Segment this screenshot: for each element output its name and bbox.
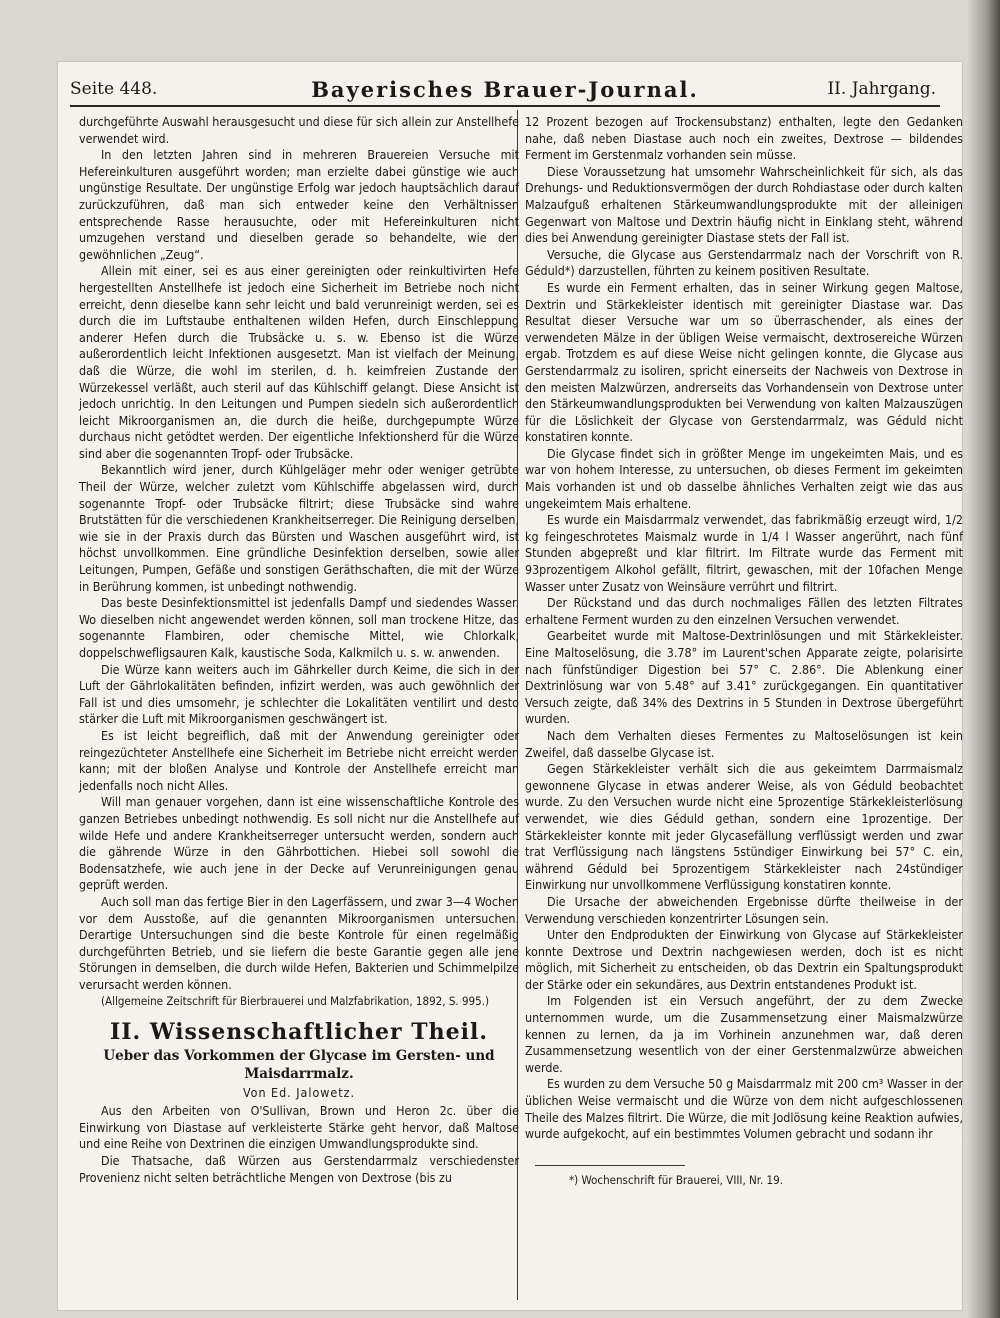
paragraph: Versuche, die Glycase aus Gerstendarrmalz nach der Vorschrift von R. Géduld*) darzustellen, führten zu keinem positiven Resultate.: [525, 246, 963, 279]
paragraph: Es wurde ein Maisdarrmalz verwendet, das fabrikmäßig erzeugt wird, 1/2 kg feingeschrotetes Maismalz wurde in 1/4 l Wasser angerührt, nach fünf Stunden abgepreßt und klar filtrirt. Im Filtrate wurde das Ferment mit 93prozentigem Alkohol gefällt, filtrirt, gewaschen, mit der 10fachen Menge Wasser unter Zusatz von Weinsäure verrührt und filtrirt.: [525, 512, 963, 594]
paragraph: Im Folgenden ist ein Versuch angeführt, der zu dem Zwecke unternommen wurde, um die Zusammensetzung einer Maismalzwürze kennen zu lernen, da ja im Vorhinein anzunehmen war, daß deren Zusammensetzung wesentlich von der einer Gerstenmalzwürze abweichen werde.: [525, 993, 963, 1075]
article-title: Ueber das Vorkommen der Glycase im Gersten- und Maisdarrmalz.: [103, 1047, 495, 1082]
paragraph: Die Würze kann weiters auch im Gährkeller durch Keime, die sich in der Luft der Gährlokalitäten befinden, infizirt werden, was auch gewöhnlich der Fall ist und dies umsomehr, je schlechter die Lokalitäten ventilirt und desto stärker die Luft mit Mikroorganismen geschwängert ist.: [79, 661, 519, 727]
paragraph: Aus den Arbeiten von O'Sullivan, Brown und Heron 2c. über die Einwirkung von Diastase auf verkleisterte Stärke geht hervor, daß Maltose und eine Reihe von Dextrinen die einzigen Umwandlungsprodukte sind.: [79, 1103, 519, 1152]
paragraph: Gegen Stärkekleister verhält sich die aus gekeimtem Darrmaismalz gewonnene Glycase in etwas anderer Weise, als von Géduld beobachtet wurde. Zu den Versuchen wurde nicht eine 5prozentige Stärkekleisterlösung verwendet, wie dies Géduld gethan, sondern eine 1prozentige. Der Stärkekleister konnte mit jeder Glycasefällung verflüssigt werden und zwar trat Verflüssigung nach längstens 5stündiger Einwirkung bei 57° C. ein, während Géduld bei 5prozentigem Stärkekleister nach 24stündiger Einwirkung nur unvollkommene Verflüssigung konstatiren konnte.: [525, 761, 963, 893]
journal-title: Bayerisches Brauer-Journal.: [311, 77, 699, 102]
book-edge: [966, 0, 1000, 1318]
paragraph: Es ist leicht begreiflich, daß mit der Anwendung gereinigter oder reingezüchteter Anstellhefe eine Sicherheit im Betriebe nicht erreicht werden kann; mit der bloßen Analyse und Kontrole der Anstellhefe erreicht man jedenfalls noch nicht Alles.: [79, 727, 519, 793]
paragraph: Nach dem Verhalten dieses Fermentes zu Maltoselösungen ist kein Zweifel, daß dasselbe Glycase ist.: [525, 727, 963, 760]
source-citation: (Allgemeine Zeitschrift für Bierbrauerei und Malzfabrikation, 1892, S. 995.): [101, 994, 490, 1009]
paragraph: Das beste Desinfektionsmittel ist jedenfalls Dampf und siedendes Wasser. Wo dieselben nicht angewendet werden können, soll man trockene Hitze, das sogenannte Flambiren, oder chemische Mittel, wie Chlorkalk, doppelschwefligsauren Kalk, kaustische Soda, Kalkmilch u. s. w. anwenden.: [79, 595, 519, 660]
paragraph: Auch soll man das fertige Bier in den Lagerfässern, und zwar 3—4 Wochen vor dem Ausstoße, auf die genannten Mikroorganismen untersuchen. Derartige Untersuchungen sind die beste Kontrole für einen regelmäßig durchgeführten Betrieb, und sie liefern die beste Garantie gegen alle jene Störungen in demselben, die durch wilde Hefen, Bakterien und Schimmelpilze verursacht werden können.: [79, 893, 519, 992]
right-column: [525, 114, 963, 1188]
paragraph: Die Thatsache, daß Würzen aus Gerstendarrmalz verschiedenster Provenienz nicht selten beträchtliche Mengen von Dextrose (bis zu: [79, 1153, 519, 1185]
masthead: [70, 75, 940, 107]
volume-label: II. Jahrgang.: [827, 79, 936, 99]
paragraph: Es wurde ein Ferment erhalten, das in seiner Wirkung gegen Maltose, Dextrin und Stärkekleister identisch mit gereinigter Diastase war. Das Resultat dieser Versuche war um so überraschender, als eines der verwendeten Mälze in der übligen Weise vermaischt, dextrosereiche Würzen ergab. Trotzdem es auf diese Weise nicht gelingen konnte, die Glycase aus Gerstendarrmalz zu isoliren, spricht einerseits der Nachweis von Dextrose in den meisten Malzwürzen, andrerseits das Vorhandensein von Dextrose unter den Stärkeumwandlungsprodukten bei Verwendung von kalten Malzauszügen für die Löslichkeit der Glycase von Gerstendarrmalz, was Géduld nicht konstatiren konnte.: [525, 279, 963, 445]
page-number: Seite 448.: [70, 79, 158, 99]
paragraph: Bekanntlich wird jener, durch Kühlgeläger mehr oder weniger getrübte Theil der Würze, welcher zuletzt vom Kühlschiffe abgelassen wird, durch sogenannte Tropf- oder Trubsäcke filtrirt; diese Trubsäcke sind wahre Brutstätten für die verschiedenen Krankheitserreger. Die Reinigung derselben, wie sie in der Praxis durch das Bürsten und Waschen ausgeführt wird, ist höchst unvollkommen. Eine gründliche Desinfektion derselben, sowie aller Leitungen, Pumpen, Gefäße und sonstigen Geräthschaften, die mit der Würze in Berührung kommen, ist unbedingt nothwendig.: [79, 462, 519, 594]
paragraph: Der Rückstand und das durch nochmaliges Fällen des letzten Filtrates erhaltene Ferment wurden zu den einzelnen Versuchen verwendet.: [525, 595, 963, 627]
article-byline: Von Ed. Jalowetz.: [242, 1084, 356, 1100]
section-heading: II. Wissenschaftlicher Theil.: [109, 1019, 489, 1046]
paragraph: Diese Voraussetzung hat umsomehr Wahrscheinlichkeit für sich, als das Drehungs- und Reduktionsvermögen der durch Rohdiastase oder durch kalten Malzaufguß erhaltenen Stärkeumwandlungsprodukte mit der alleinigen Gegenwart von Maltose und Dextrin häufig nicht in Einklang steht, während dies bei Anwendung gereinigter Diastase stets der Fall ist.: [525, 163, 963, 246]
paragraph: durchgeführte Auswahl herausgesucht und diese für sich allein zur Anstellhefe verwendet wird.: [79, 114, 519, 146]
paragraph: 12 Prozent bezogen auf Trockensubstanz) enthalten, legte den Gedanken nahe, daß neben Diastase auch noch ein zweites, Dextrose — bildendes Ferment im Gerstenmalz vorhanden sein müsse.: [525, 114, 963, 163]
paragraph: Allein mit einer, sei es aus einer gereinigten oder reinkultivirten Hefe hergestellten Anstellhefe ist jedoch eine Sicherheit im Betriebe noch nicht erreicht, denn dieselbe kann sehr leicht und bald verunreinigt werden, sei es durch die im Luftstaube enthaltenen wilden Hefen, durch Einschleppung anderer Hefen durch die Trubsäcke u. s. w. Ebenso ist die Würze außerordentlich leicht Infektionen ausgesetzt. Man ist vielfach der Meinung, daß die Würze, die wohl im sterilen, d. h. keimfreien Zustande den Würzekessel verläßt, auch steril auf das Kühlschiff gelangt. Diese Ansicht ist jedoch unrichtig. In den Leitungen und Pumpen siedeln sich außerordentlich leicht Mikroorganismen an, die durch die heiße, durchgepumpte Würze durchaus nicht getödtet werden. Der eigentliche Infektionsherd für die Würze sind aber die sogenannten Tropf- oder Trubsäcke.: [79, 263, 519, 461]
paragraph: Gearbeitet wurde mit Maltose-Dextrinlösungen und mit Stärkekleister. Eine Maltoselösung, die 3.78° im Laurent'schen Apparate zeigte, polarisirte nach fünfstündiger Digestion bei 57° C. 2.86°. Die Ablenkung einer Dextrinlösung war von 5.48° auf 3.41° zurückgegangen. Ein quantitativer Versuch zeigte, daß 34% des Dextrins in 5 Stunden in Dextrose übergeführt wurden.: [525, 628, 963, 727]
paragraph: Die Glycase findet sich in größter Menge im ungekeimten Mais, und es war von hohem Interesse, zu untersuchen, ob dieses Ferment im gekeimten Mais vorhanden ist und ob dasselbe ähnliches Verhalten zeigt wie das aus ungekeimtem Mais erhaltene.: [525, 445, 963, 511]
paragraph: Es wurden zu dem Versuche 50 g Maisdarrmalz mit 200 cm³ Wasser in der üblichen Weise vermaischt und die Würze von dem nicht aufgeschlossenen Theile des Malzes filtrirt. Die Würze, die mit Jodlösung keine Reaktion aufwies, wurde aufgekocht, auf ein bestimmtes Volumen gebracht und sodann ihr: [525, 1076, 963, 1142]
paragraph: Unter den Endprodukten der Einwirkung von Glycase auf Stärkekleister konnte Dextrose und Dextrin nachgewiesen werden, doch ist es nicht möglich, mit Sicherheit zu entscheiden, ob das Dextrin ein Spaltungsprodukt der Stärke oder ein sekundäres, aus Dextrin entstandenes Produkt ist.: [525, 927, 963, 992]
footnote-divider: [535, 1165, 685, 1166]
left-column: [79, 114, 519, 1186]
footnote: *) Wochenschrift für Brauerei, VIII, Nr. 19.: [569, 1172, 783, 1187]
paragraph: In den letzten Jahren sind in mehreren Brauereien Versuche mit Hefereinkulturen ausgeführt worden; man erzielte dabei günstige wie auch ungünstige Resultate. Der ungünstige Erfolg war jedoch hauptsächlich darauf zurückzuführen, daß man sich entweder keine den Verhältnissen entsprechende Rasse herausuchte, oder mit Hefereinkulturen nicht umzugehen verstand und dieselben gerade so behandelte, wie den gewöhnlichen „Zeug“.: [79, 147, 519, 262]
paragraph: Die Ursache der abweichenden Ergebnisse dürfte theilweise in der Verwendung verschieden konzentrirter Lösungen sein.: [525, 893, 963, 926]
paragraph: Will man genauer vorgehen, dann ist eine wissenschaftliche Kontrole des ganzen Betriebes unbedingt nothwendig. Es soll nicht nur die Anstellhefe auf wilde Hefe und andere Krankheitserreger untersucht werden, sondern auch die gährende Würze in den Gährbottichen. Hiebei soll sowohl die Bodensatzhefe, wie auch jene in der Decke auf Verunreinigungen genau geprüft werden.: [79, 794, 519, 893]
